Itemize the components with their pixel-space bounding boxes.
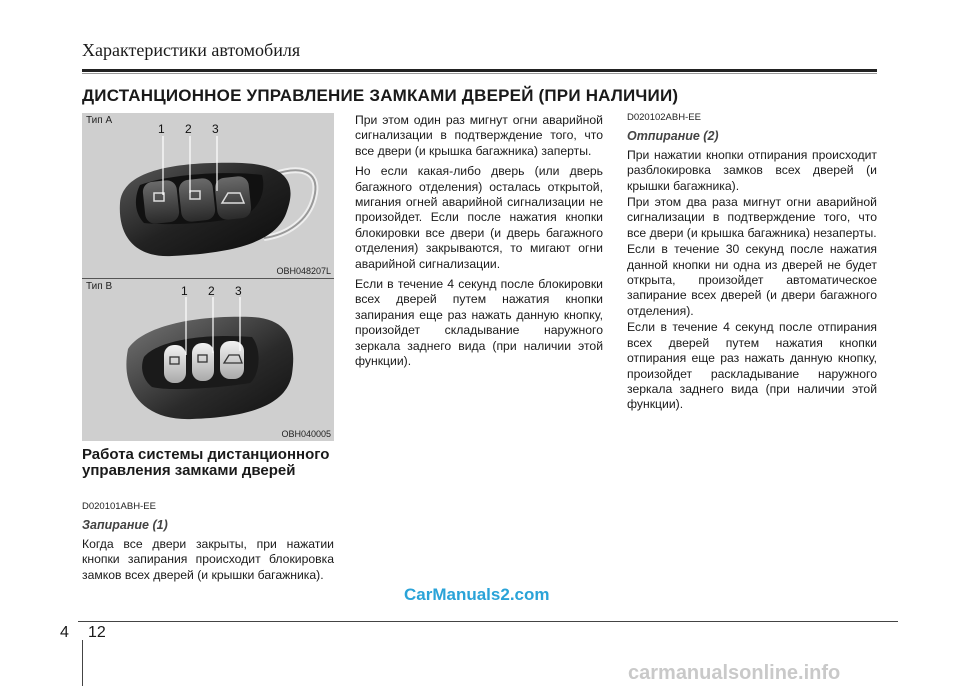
figure-key-type-a (82, 113, 334, 278)
header-rule-thin (82, 73, 877, 74)
callout-a-3: 3 (212, 122, 219, 136)
right-paragraph-1: При нажатии кнопки отпирания происходит разблокировка замков всех дверей (и крышки багажника). (627, 147, 877, 193)
right-column (627, 110, 877, 418)
figure-a-label: Тип A (86, 115, 113, 126)
left-column (82, 499, 334, 588)
page-number: 12 (88, 624, 106, 641)
left-paragraph-1: Когда все двери закрыты, при нажатии кнопки запирания происходит блокировка замков всех дверей (и крышки багажника). (82, 536, 334, 582)
key-fob-type-b-illustration (82, 279, 334, 441)
middle-paragraph-1: При этом один раз мигнут огни аварийной сигнализации в подтверждение того, что все двери (и крышка багажника) заперты. (355, 113, 603, 158)
callout-b-1: 1 (181, 284, 188, 298)
callout-a-1: 1 (158, 122, 165, 136)
right-doc-code: D020102ABH-EE (627, 112, 701, 123)
key-fob-type-a-illustration (82, 113, 334, 278)
callout-a-2: 2 (185, 122, 192, 136)
footer-tick (82, 640, 83, 686)
middle-column (355, 113, 603, 375)
section-title: ДИСТАНЦИОННОЕ УПРАВЛЕНИЕ ЗАМКАМИ ДВЕРЕЙ (ПРИ НАЛИЧИИ) (82, 86, 679, 105)
locking-subheading: Запирание (1) (82, 518, 168, 533)
callout-b-2: 2 (208, 284, 215, 298)
subsection-heading: Работа системы дистанционного управления замками дверей (82, 446, 330, 479)
figure-b-label: Тип B (86, 281, 113, 292)
right-paragraph-3: Если в течение 30 секунд после нажатия данной кнопки ни одна из дверей не будет открыта, произойдет автоматическое запирание всех дверей (и двери багажного отделения). (627, 242, 877, 318)
middle-paragraph-3: Если в течение 4 секунд после блокировки всех дверей путем нажатия кнопки запирания еще раз нажать данную кнопку, произойдет складывание наружного зеркала заднего вида (при наличии этой функции). (355, 277, 603, 369)
left-doc-code: D020101ABH-EE (82, 501, 156, 512)
watermark-link[interactable]: CarManuals2.com (404, 585, 550, 604)
figure-b-code: OBH040005 (281, 429, 331, 439)
callout-b-3: 3 (235, 284, 242, 298)
right-paragraph-2: При этом два раза мигнут огни аварийной сигнализации в подтверждение того, что все двери (и крышка багажника) незаперты. (627, 195, 877, 240)
chapter-number: 4 (60, 624, 69, 641)
middle-paragraph-2: Но если какая-либо дверь (или дверь багажного отделения) осталась открытой, мигания огней аварийной сигнализации не произойдет. Если после нажатия кнопки блокировки все двери (и дверь багажного отделения) закрываются, то мигают огни аварийной сигнализации. (355, 164, 603, 271)
figure-a-code: OBH048207L (276, 266, 331, 276)
running-header: Характеристики автомобиля (82, 40, 301, 60)
footer-rule (78, 621, 898, 622)
header-rule (82, 69, 877, 72)
figure-key-type-b (82, 279, 334, 441)
unlocking-subheading: Отпирание (2) (627, 129, 719, 144)
right-paragraph-4: Если в течение 4 секунд после отпирания всех дверей путем нажатия кнопки отпирания еще раз нажать данную кнопку, произойдет раскладывание наружного зеркала заднего вида (при наличии этой функции). (627, 320, 877, 412)
footer-site-watermark: carmanualsonline.info (628, 662, 841, 684)
